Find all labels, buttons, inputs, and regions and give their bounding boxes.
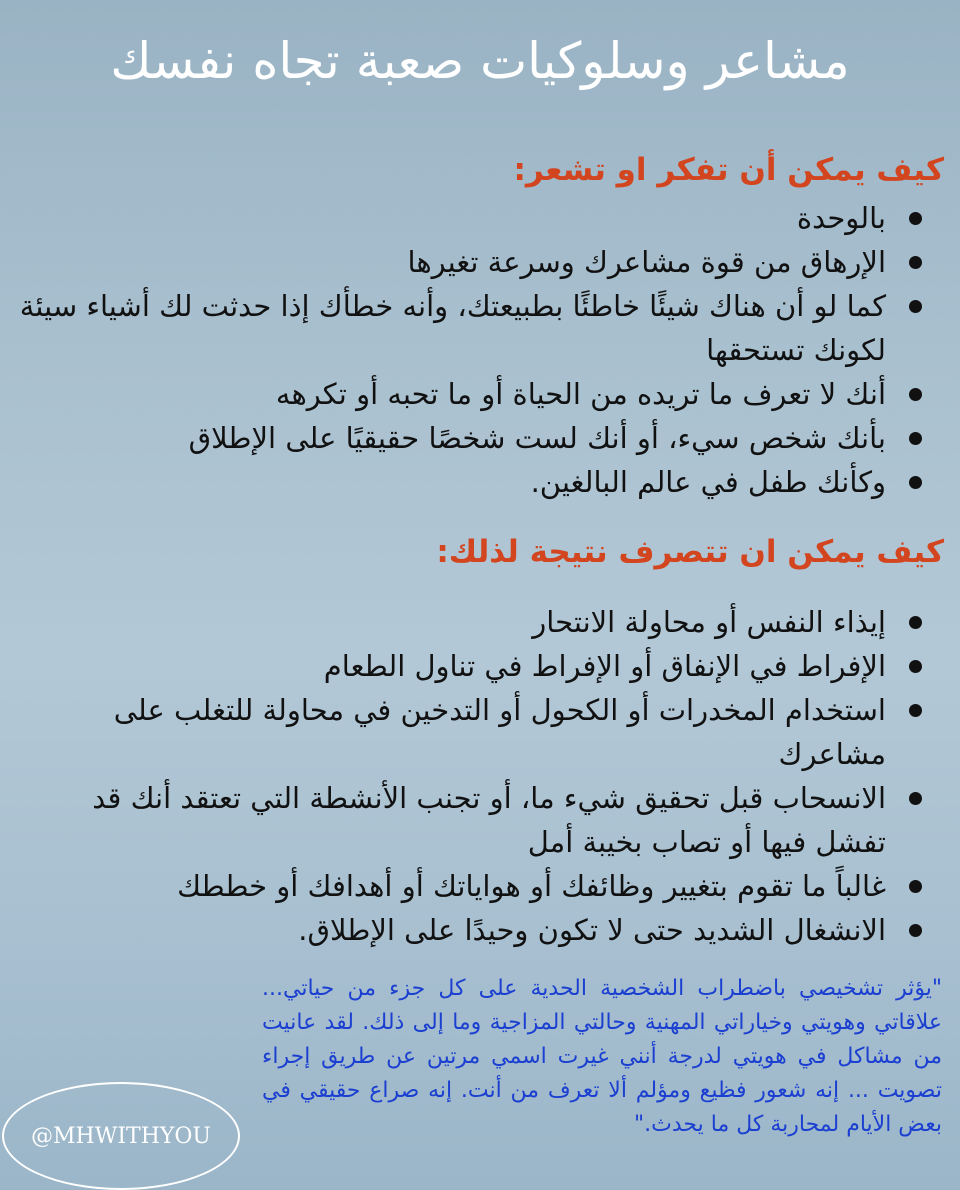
list-item: غالباً ما تقوم بتغيير وظائفك أو هواياتك أو أهدافك أو خططك [24, 864, 944, 908]
list-item: الإرهاق من قوة مشاعرك وسرعة تغيرها [14, 240, 944, 284]
section-heading-feelings: كيف يمكن أن تفكر او تشعر: [513, 152, 944, 188]
list-item: وكأنك طفل في عالم البالغين. [14, 460, 944, 504]
section-heading-behaviors: كيف يمكن ان تتصرف نتيجة لذلك: [436, 534, 944, 570]
list-item: الانشغال الشديد حتى لا تكون وحيدًا على الإطلاق. [24, 908, 944, 952]
list-item: بالوحدة [14, 196, 944, 240]
handle-badge [2, 1082, 240, 1190]
testimonial-quote: "يؤثر تشخيصي باضطراب الشخصية الحدية على كل جزء من حياتي... علاقاتي وهويتي وخياراتي المهنية وحالتي المزاجية وما إلى ذلك. لقد عانيت من مشاكل في هويتي لدرجة أنني غيرت اسمي مرتين عن طريق إجراء تصويت ... إنه شعور فظيع ومؤلم ألا تعرف من أنت. إنه صراع حقيقي في بعض الأيام لمحاربة كل ما يحدث." [262, 976, 942, 1137]
list-item: إيذاء النفس أو محاولة الانتحار [24, 600, 944, 644]
handle-text: @MHWITHYOU [31, 1123, 211, 1149]
list-item: استخدام المخدرات أو الكحول أو التدخين في محاولة للتغلب على مشاعرك [24, 688, 944, 776]
page-title: مشاعر وسلوكيات صعبة تجاه نفسك [110, 32, 850, 90]
feelings-list [14, 196, 944, 504]
list-item: الإفراط في الإنفاق أو الإفراط في تناول الطعام [24, 644, 944, 688]
list-item: بأنك شخص سيء، أو أنك لست شخصًا حقيقيًا على الإطلاق [14, 416, 944, 460]
list-item: الانسحاب قبل تحقيق شيء ما، أو تجنب الأنشطة التي تعتقد أنك قد تفشل فيها أو تصاب بخيبة أمل [24, 776, 944, 864]
list-item: أنك لا تعرف ما تريده من الحياة أو ما تحبه أو تكرهه [14, 372, 944, 416]
list-item: كما لو أن هناك شيئًا خاطئًا بطبيعتك، وأنه خطأك إذا حدثت لك أشياء سيئة لكونك تستحقها [14, 284, 944, 372]
behaviors-list [24, 600, 944, 952]
